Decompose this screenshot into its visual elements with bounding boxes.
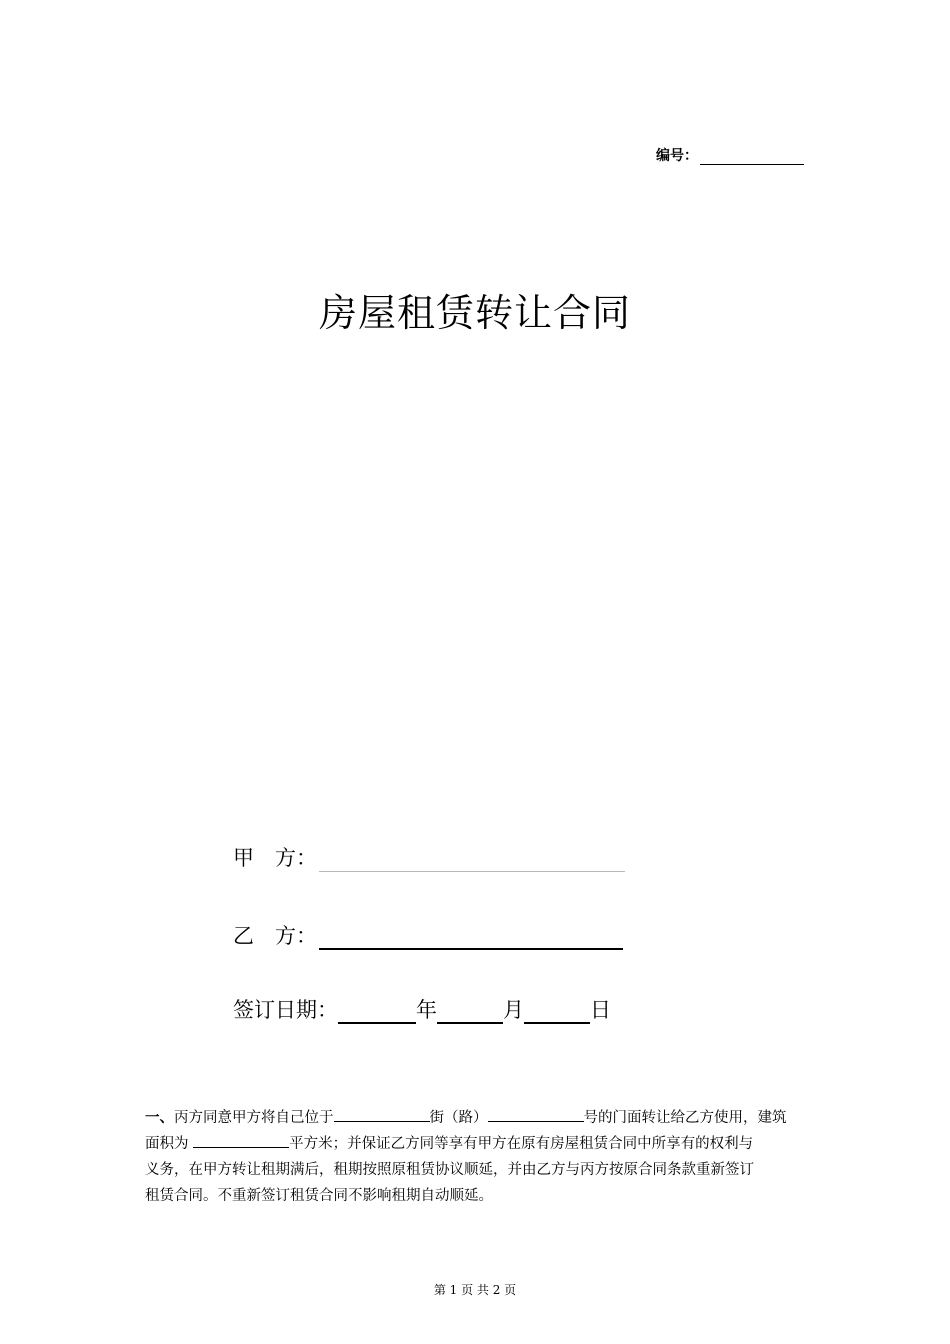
clause-text: 街（路） [429,1110,488,1126]
clause-line [145,1131,807,1157]
street-blank [334,1105,430,1122]
clause-text: 平方米；并保证乙方同等享有甲方在原有房屋租赁合同中所享有的权利与 [289,1136,754,1152]
party-a-blank [319,847,625,872]
house-number-blank [488,1105,584,1122]
clause-one [145,1105,807,1209]
clause-text: 号的门面转让给乙方使用，建筑 [583,1110,787,1126]
party-b-row [233,918,623,950]
day-blank [524,998,590,1024]
party-a-row [233,840,625,872]
document-title: 房屋租赁转让合同 [318,291,631,335]
clause-line [145,1105,807,1131]
clause-number: 一、 [145,1109,174,1126]
month-blank [437,998,503,1024]
page-footer: 第 1 页 共 2 页 [433,1283,517,1297]
contract-number-blank [700,146,804,165]
clause-text: 丙方同意甲方将自己位于 [174,1110,334,1126]
party-b-blank [319,924,623,950]
contract-number-label: 编号： [656,148,698,164]
party-a-label: 甲 方： [233,846,317,870]
clause-text: 面积为 [145,1136,194,1152]
area-blank [193,1131,289,1148]
party-b-label: 乙 方： [233,924,317,948]
year-label: 年 [416,998,437,1022]
clause-line: 义务，在甲方转让租期满后，租期按照原租赁协议顺延，并由乙方与丙方按原合同条款重新签订 [145,1162,754,1178]
day-label: 日 [590,998,611,1022]
signing-date-label: 签订日期： [233,998,338,1022]
contract-number [656,143,804,165]
month-label: 月 [503,998,524,1022]
year-blank [338,998,416,1024]
signing-date-row [233,992,611,1024]
clause-line: 租赁合同。不重新签订租赁合同不影响租期自动顺延。 [145,1188,493,1204]
